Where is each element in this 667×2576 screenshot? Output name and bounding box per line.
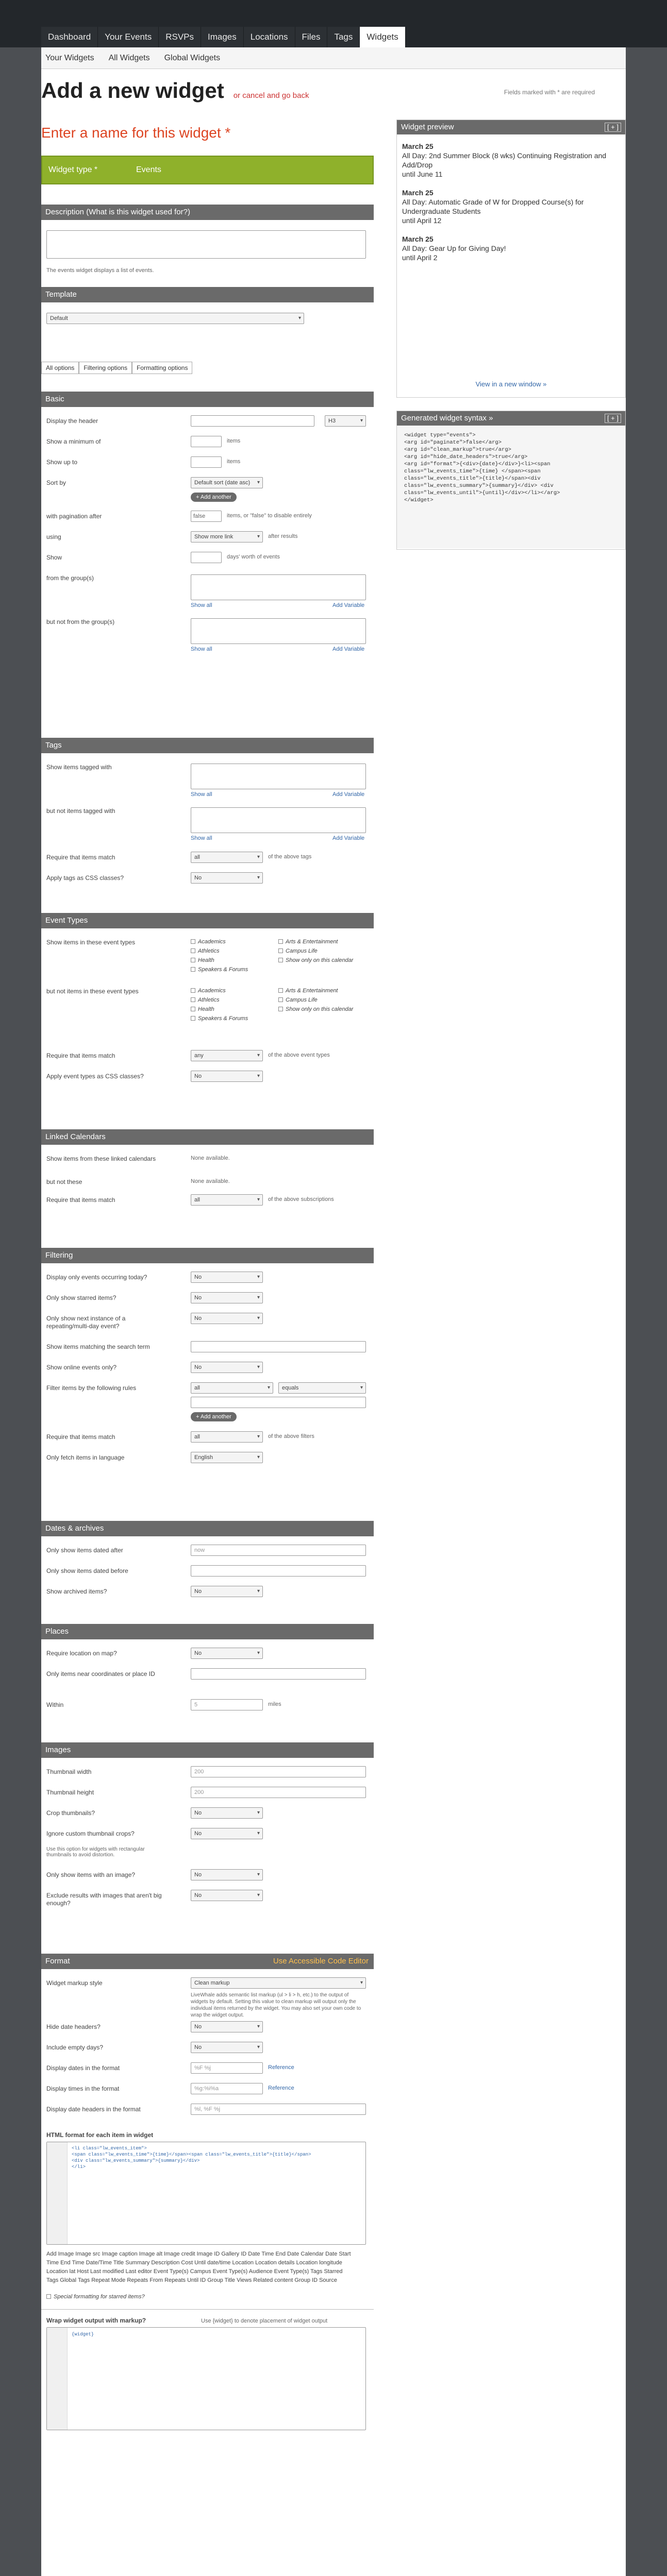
crop-note: Use this option for widgets with rectangular thumbnails to avoid distortion.: [46, 1846, 145, 1858]
linked-calendars-section: [41, 1129, 374, 1232]
field-label: Show items from these linked calendars: [46, 1155, 156, 1162]
field-label: Require that items match: [46, 1196, 115, 1204]
field-label: Require location on map?: [46, 1650, 117, 1657]
page-title-row: [41, 78, 309, 103]
accessible-editor-link[interactable]: Use Accessible Code Editor: [273, 1957, 369, 1965]
location-select[interactable]: No ▾: [191, 1648, 263, 1659]
template-select[interactable]: Default ▾: [46, 313, 304, 324]
section-header: Description (What is this widget used for?): [41, 205, 374, 220]
none-available: None available.: [191, 1178, 230, 1184]
places-section: [41, 1624, 374, 1727]
tags-of-label: of the above tags: [268, 854, 312, 860]
format-header: Format: [45, 1957, 70, 1965]
description-section: [41, 205, 374, 282]
section-header: Images: [41, 1742, 374, 1758]
nav-tags[interactable]: Tags: [327, 27, 360, 47]
code-line: <li class="lw_events_item">: [72, 2146, 147, 2151]
field-label: Apply event types as CSS classes?: [46, 1073, 144, 1080]
code-line: <arg id="format">{<div>{date}</div>}<li><span: [404, 461, 551, 467]
reference-link[interactable]: Reference: [268, 2064, 294, 2071]
exclude-small-select[interactable]: No ▾: [191, 1890, 263, 1901]
field-label: Within: [46, 1701, 64, 1708]
wrap-markup-editor[interactable]: [46, 2327, 366, 2430]
add-variable-link[interactable]: Add Variable: [332, 835, 365, 841]
days-input[interactable]: [191, 552, 222, 563]
preview-event[interactable]: March 25 All Day: Automatic Grade of W for Dropped Course(s) for Undergraduate Students until April 12: [402, 189, 584, 225]
code-line: <span class="lw_events_time">{time}</span><span class="lw_events_title">{title}</span>: [72, 2152, 311, 2157]
tags-css-select[interactable]: No ▾: [191, 872, 263, 884]
coordinates-input[interactable]: [191, 1668, 366, 1680]
online-select[interactable]: No ▾: [191, 1362, 263, 1373]
thumb-height-input[interactable]: 200: [191, 1787, 366, 1798]
nav-dashboard[interactable]: Dashboard: [41, 27, 98, 47]
html-format-editor[interactable]: [46, 2142, 366, 2245]
types-css-select[interactable]: No ▾: [191, 1071, 263, 1082]
preview-event[interactable]: March 25 All Day: Gear Up for Giving Day! until April 2: [402, 235, 506, 262]
type-checkbox[interactable]: Arts & Entertainment: [278, 988, 338, 994]
items-label: items: [227, 438, 241, 444]
section-header: Basic: [41, 392, 374, 407]
widget-type-value[interactable]: Events: [136, 165, 161, 174]
expand-button[interactable]: [ + ]: [605, 414, 621, 423]
filters-of-label: of the above filters: [268, 1433, 314, 1439]
field-label: Widget markup style: [46, 1979, 103, 1987]
search-term-input[interactable]: [191, 1341, 366, 1352]
field-label: Show items tagged with: [46, 764, 112, 771]
special-format-checkbox[interactable]: Special formatting for starred items?: [46, 2294, 145, 2300]
show-all-link[interactable]: Show all: [191, 646, 212, 652]
field-label: Filter items by the following rules: [46, 1384, 137, 1392]
field-label: Hide date headers?: [46, 2023, 101, 2030]
show-all-link[interactable]: Show all: [191, 791, 212, 798]
widget-name-prompt[interactable]: Enter a name for this widget *: [41, 125, 231, 141]
add-variable-link[interactable]: Add Variable: [332, 602, 365, 608]
date-before-input[interactable]: [191, 1565, 366, 1577]
tags-section: [41, 738, 374, 903]
widget-syntax: [396, 411, 626, 550]
tab-formatting-options[interactable]: Formatting options: [132, 362, 192, 374]
days-label: days' worth of events: [227, 554, 280, 560]
field-label: but not these: [46, 1178, 82, 1185]
field-label: Show online events only?: [46, 1364, 117, 1371]
field-label: but not from the group(s): [46, 618, 115, 625]
type-checkbox[interactable]: Show only on this calendar: [278, 1006, 353, 1012]
widget-type-bar: [41, 156, 374, 184]
tab-all-options[interactable]: All options: [41, 362, 79, 374]
type-checkbox[interactable]: Arts & Entertainment: [278, 939, 338, 945]
filtering-section: [41, 1248, 374, 1505]
wrap-note: Use {widget} to denote placement of widget output: [201, 2318, 328, 2324]
type-checkbox[interactable]: Academics: [191, 988, 226, 994]
top-bar: [0, 0, 667, 47]
field-label: Require that items match: [46, 854, 115, 861]
variable-buttons[interactable]: Add Image Image src Image caption Image alt Image credit Image ID Gallery ID Date Time End Date Calendar Date Start Time End Time Date/Time Title Summary Description Cost Until date/time Location Location details Location longitude Location lat Host Last modified Last editor Event Type(s) Campus Event Type(s) Audience Event Type(s) Tags Starred Tags Global Tags Repeat Mode Repeats From Repeats Until ID Group Title Views Related content Group ID Source: [46, 2251, 351, 2283]
field-label: Display times in the format: [46, 2085, 120, 2092]
linked-of-label: of the above subscriptions: [268, 1196, 334, 1202]
field-label: Crop thumbnails?: [46, 1809, 95, 1817]
preview-list: [397, 134, 625, 377]
field-label: Only show items dated before: [46, 1567, 128, 1574]
within-input[interactable]: 5: [191, 1699, 263, 1710]
linked-match-select[interactable]: all ▾: [191, 1194, 263, 1206]
page-title: Add a new widget: [41, 78, 224, 103]
section-header: Tags: [41, 738, 374, 753]
date-format-input[interactable]: %F %j: [191, 2062, 263, 2074]
syntax-header: [397, 411, 625, 426]
field-label: Show archived items?: [46, 1588, 107, 1595]
add-variable-link[interactable]: Add Variable: [332, 791, 365, 798]
preview-header: [397, 120, 625, 134]
field-label: but not items tagged with: [46, 807, 115, 815]
code-line: </widget>: [404, 497, 433, 503]
minimum-input[interactable]: [191, 436, 222, 447]
today-select[interactable]: No ▾: [191, 1272, 263, 1283]
field-label: Apply tags as CSS classes?: [46, 874, 124, 882]
field-label: Display date headers in the format: [46, 2106, 141, 2113]
view-new-window-link[interactable]: View in a new window »: [475, 380, 547, 388]
add-another-button[interactable]: + Add another: [191, 1412, 237, 1421]
crop-select[interactable]: No ▾: [191, 1807, 263, 1819]
sort-select[interactable]: Default sort (date asc) ▾: [191, 477, 263, 488]
groups-input[interactable]: [191, 574, 366, 600]
field-label: Thumbnail height: [46, 1789, 94, 1796]
field-label: Sort by: [46, 479, 66, 486]
markup-note: LiveWhale adds semantic list markup (ul > li > h, etc.) to the output of widgets by default. Setting this value to clean markup will output only the individual items returned by the widget. You may also set your own code to wrap the widget output.: [191, 1992, 361, 2018]
section-header: Template: [41, 287, 374, 302]
ignore-crops-select[interactable]: No ▾: [191, 1828, 263, 1839]
basic-section: [41, 392, 374, 732]
filter-match-select[interactable]: all ▾: [191, 1431, 263, 1443]
thumb-width-input[interactable]: 200: [191, 1766, 366, 1777]
exclude-tags-input[interactable]: [191, 807, 366, 833]
field-label: Show up to: [46, 459, 78, 466]
dates-section: [41, 1521, 374, 1608]
pagination-note: items, or "false" to disable entirely: [227, 513, 312, 519]
type-checkbox[interactable]: Athletics: [191, 948, 220, 954]
field-label: Ignore custom thumbnail crops?: [46, 1830, 135, 1837]
field-label: Only show starred items?: [46, 1294, 116, 1301]
subnav-your-widgets[interactable]: Your Widgets: [45, 53, 94, 62]
empty-days-select[interactable]: No ▾: [191, 2042, 263, 2053]
main-nav: [41, 27, 406, 47]
nav-images[interactable]: Images: [201, 27, 244, 47]
syntax-code: [397, 426, 625, 548]
code-line: </li>: [72, 2164, 86, 2170]
field-label: Only show items dated after: [46, 1547, 123, 1554]
page: [41, 47, 626, 2576]
time-format-input[interactable]: %g:%i%a: [191, 2083, 263, 2094]
with-image-select[interactable]: No ▾: [191, 1869, 263, 1880]
wrap-markup-label: Wrap widget output with markup?: [46, 2317, 146, 2324]
types-of-label: of the above event types: [268, 1052, 330, 1058]
next-instance-select[interactable]: No ▾: [191, 1313, 263, 1324]
show-all-link[interactable]: Show all: [191, 835, 212, 841]
cancel-link[interactable]: or cancel and go back: [233, 91, 309, 100]
code-line: class="lw_events_until">{until}</div></li></arg>: [404, 490, 560, 496]
archived-select[interactable]: No ▾: [191, 1586, 263, 1597]
field-label: Show: [46, 554, 62, 561]
tab-filtering-options[interactable]: Filtering options: [79, 362, 132, 374]
type-checkbox[interactable]: Health: [191, 1006, 214, 1012]
section-header: Filtering: [41, 1248, 374, 1263]
syntax-title: Generated widget syntax »: [401, 414, 493, 422]
field-label: Thumbnail width: [46, 1768, 92, 1775]
sub-nav: [41, 47, 626, 69]
code-line: {widget}: [72, 2332, 94, 2337]
miles-label: miles: [268, 1701, 281, 1707]
code-line: <arg id="paginate">false</arg>: [404, 439, 502, 446]
preview-event[interactable]: March 25 All Day: 2nd Summer Block (8 wks) Continuing Registration and Add/Drop until June 11: [402, 142, 607, 178]
field-label: using: [46, 533, 61, 540]
field-label: Require that items match: [46, 1052, 115, 1059]
event-types-section: [41, 913, 374, 1109]
field-label: Exclude results with images that aren't big enough?: [46, 1892, 162, 1907]
filter-field-select[interactable]: all ▾: [191, 1382, 273, 1394]
field-label: Display the header: [46, 417, 98, 425]
widget-preview: [396, 120, 626, 398]
header-level-select[interactable]: H3 ▾: [325, 415, 366, 427]
code-line: class="lw_events_time">{time} </span><span: [404, 468, 541, 474]
items-label: items: [227, 459, 241, 465]
section-header: Places: [41, 1624, 374, 1639]
field-label: Show items in these event types: [46, 939, 136, 946]
types-match-select[interactable]: any ▾: [191, 1050, 263, 1061]
nav-locations[interactable]: Locations: [244, 27, 295, 47]
nav-rsvps[interactable]: RSVPs: [159, 27, 201, 47]
markup-style-select[interactable]: Clean markup ▾: [191, 1977, 366, 1989]
format-section: [41, 1954, 374, 2576]
code-line: class="lw_events_summary">{summary}</div> <div: [404, 483, 554, 489]
filter-value-input[interactable]: [191, 1397, 366, 1408]
description-input[interactable]: [46, 230, 366, 259]
field-label: Display only events occurring today?: [46, 1274, 147, 1281]
type-checkbox[interactable]: Show only on this calendar: [278, 957, 353, 963]
none-available: None available.: [191, 1155, 230, 1161]
code-line: class="lw_events_title">{title}</span><div: [404, 476, 541, 482]
section-header: Linked Calendars: [41, 1129, 374, 1145]
required-note: Fields marked with * are required: [504, 89, 595, 96]
add-variable-link[interactable]: Add Variable: [332, 646, 365, 652]
subnav-global-widgets[interactable]: Global Widgets: [164, 53, 221, 62]
field-label: Include empty days?: [46, 2044, 104, 2051]
starred-select[interactable]: No ▾: [191, 1292, 263, 1303]
html-format-label: HTML format for each item in widget: [46, 2131, 154, 2139]
field-label: Display dates in the format: [46, 2064, 120, 2072]
section-header: Dates & archives: [41, 1521, 374, 1536]
reference-link[interactable]: Reference: [268, 2085, 294, 2091]
language-select[interactable]: English ▾: [191, 1452, 263, 1463]
code-line: <widget type="events">: [404, 432, 476, 438]
code-line: <arg id="hide_date_headers">true</arg>: [404, 454, 528, 460]
section-header: [41, 1954, 374, 1969]
description-note: The events widget displays a list of events.: [46, 267, 154, 274]
template-section: [41, 287, 374, 338]
field-label: Only show next instance of a repeating/multi-day event?: [46, 1315, 126, 1330]
type-checkbox[interactable]: Health: [191, 957, 214, 963]
field-label: with pagination after: [46, 513, 102, 520]
field-label: Only items near coordinates or place ID: [46, 1670, 155, 1677]
field-label: Only show items with an image?: [46, 1871, 136, 1878]
date-after-input[interactable]: now: [191, 1545, 366, 1556]
subnav-all-widgets[interactable]: All Widgets: [108, 53, 150, 62]
pagination-input[interactable]: false: [191, 511, 222, 522]
expand-button[interactable]: [ + ]: [605, 123, 621, 132]
filter-operator-select[interactable]: equals ▾: [278, 1382, 366, 1394]
header-input[interactable]: [191, 415, 314, 427]
hide-headers-select[interactable]: No ▾: [191, 2021, 263, 2032]
section-header: Event Types: [41, 913, 374, 928]
type-checkbox[interactable]: Campus Life: [278, 997, 318, 1003]
using-select[interactable]: Show more link ▾: [191, 531, 263, 543]
type-checkbox[interactable]: Campus Life: [278, 948, 318, 954]
option-tabs: [41, 362, 192, 374]
nav-your-events[interactable]: Your Events: [98, 27, 159, 47]
field-label: but not items in these event types: [46, 988, 139, 995]
field-label: from the group(s): [46, 574, 94, 582]
nav-widgets[interactable]: Widgets: [360, 27, 405, 47]
widget-type-label: Widget type *: [48, 165, 98, 174]
tags-input[interactable]: [191, 764, 366, 789]
type-checkbox[interactable]: Speakers & Forums: [191, 967, 248, 973]
maximum-input[interactable]: [191, 456, 222, 468]
code-line: <div class="lw_events_summary">{summary}</div>: [72, 2158, 200, 2163]
after-results-label: after results: [268, 533, 298, 539]
field-label: Show a minimum of: [46, 438, 101, 445]
code-line: <arg id="clean_markup">true</arg>: [404, 447, 511, 453]
exclude-groups-input[interactable]: [191, 618, 366, 644]
show-all-link[interactable]: Show all: [191, 602, 212, 608]
images-section: [41, 1742, 374, 1933]
type-checkbox[interactable]: Academics: [191, 939, 226, 945]
nav-files[interactable]: Files: [295, 27, 328, 47]
preview-title: Widget preview: [401, 123, 454, 131]
add-another-button[interactable]: + Add another: [191, 493, 237, 502]
header-format-input[interactable]: %l, %F %j: [191, 2104, 366, 2115]
field-label: Require that items match: [46, 1433, 115, 1440]
field-label: Show items matching the search term: [46, 1343, 150, 1350]
type-checkbox[interactable]: Speakers & Forums: [191, 1015, 248, 1022]
tags-match-select[interactable]: all ▾: [191, 852, 263, 863]
type-checkbox[interactable]: Athletics: [191, 997, 220, 1003]
field-label: Only fetch items in language: [46, 1454, 125, 1461]
